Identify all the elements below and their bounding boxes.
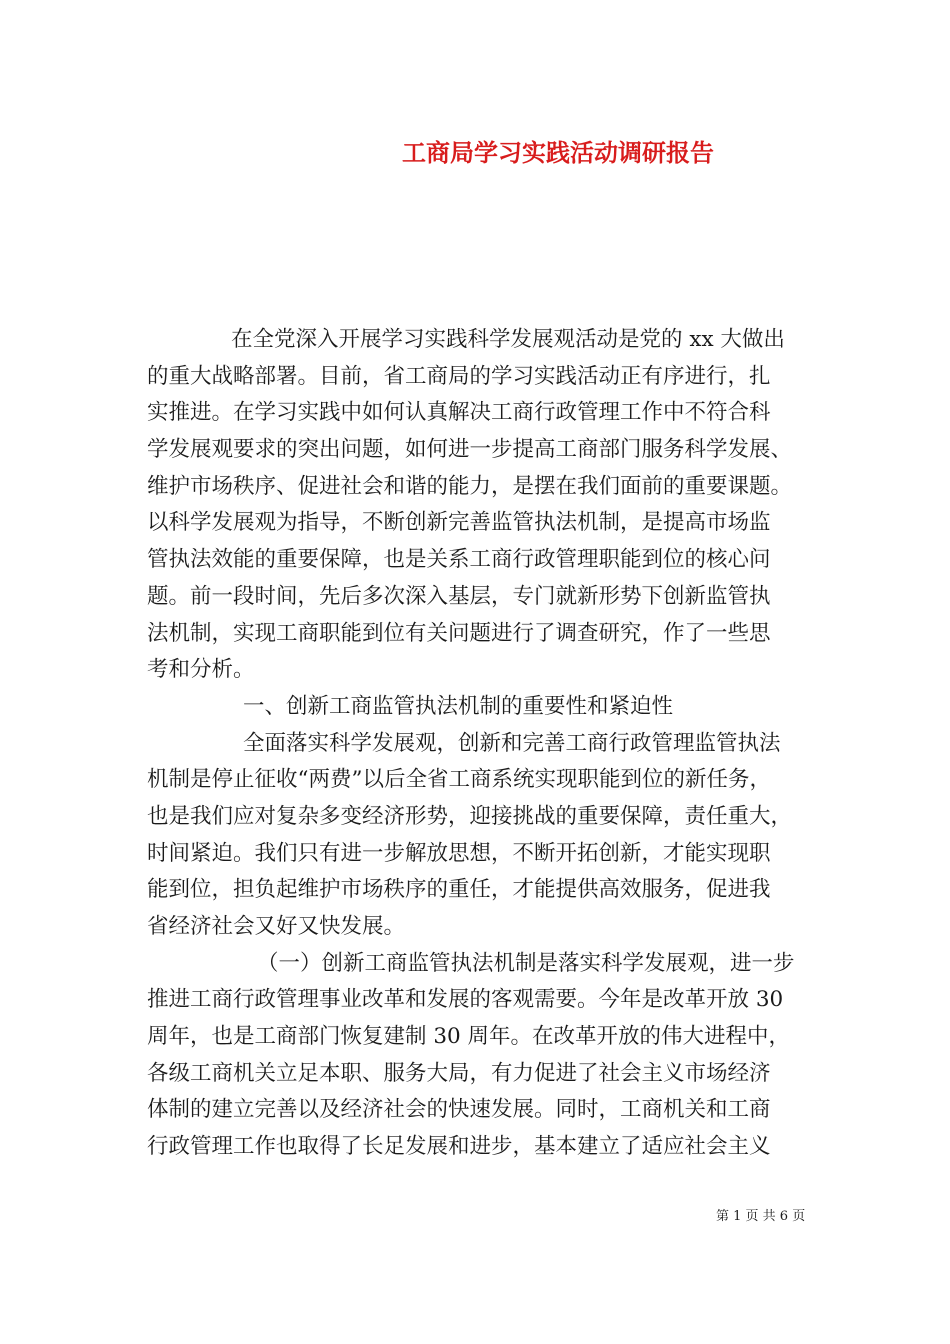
paragraph-line: 的重大战略部署。目前，省工商局的学习实践活动正有序进行，扎 <box>147 363 771 389</box>
paragraph-line: 推进工商行政管理事业改革和发展的客观需要。今年是改革开放 30 <box>147 987 784 1013</box>
paragraph-line: 体制的建立完善以及经济社会的快速发展。同时，工商机关和工商 <box>147 1097 771 1123</box>
paragraph-line: 周年，也是工商部门恢复建制 30 周年。在改革开放的伟大进程中， <box>147 1024 791 1050</box>
paragraph-intro <box>147 322 811 689</box>
paragraph-line: 以科学发展观为指导，不断创新完善监管执法机制，是提高市场监 <box>147 510 771 536</box>
paragraph-line: 行政管理工作也取得了长足发展和进步，基本建立了适应社会主义 <box>147 1134 771 1160</box>
paragraph-line: 也是我们应对复杂多变经济形势，迎接挑战的重要保障，责任重大， <box>147 803 793 829</box>
paragraph-line: 时间紧迫。我们只有进一步解放思想，不断开拓创新，才能实现职 <box>147 840 771 866</box>
section-heading-text: 一、创新工商监管执法机制的重要性和紧迫性 <box>243 693 674 719</box>
paragraph-line: 实推进。在学习实践中如何认真解决工商行政管理工作中不符合科 <box>147 400 771 426</box>
paragraph-line: 全面落实科学发展观，创新和完善工商行政管理监管执法 <box>243 730 781 756</box>
paragraph-line: 题。前一段时间，先后多次深入基层，专门就新形势下创新监管执 <box>147 583 771 609</box>
page-number: 第 1 页 共 6 页 <box>716 1209 806 1224</box>
paragraph-subsection-1 <box>147 946 811 1166</box>
paragraph-line: 能到位，担负起维护市场秩序的重任，才能提供高效服务，促进我 <box>147 877 771 903</box>
section-heading <box>147 689 811 726</box>
paragraph-line: 省经济社会又好又快发展。 <box>147 914 406 939</box>
paragraph-line: 维护市场秩序、促进社会和谐的能力，是摆在我们面前的重要课题。 <box>147 473 793 499</box>
paragraph-line: 考和分析。 <box>147 657 255 683</box>
paragraph-line: 法机制，实现工商职能到位有关问题进行了调查研究，作了一些思 <box>147 620 771 646</box>
document-title: 工商局学习实践活动调研报告 <box>402 138 714 167</box>
paragraph-line: 管执法效能的重要保障，也是关系工商行政管理职能到位的核心问 <box>147 547 771 573</box>
paragraph-line: 各级工商机关立足本职、服务大局，有力促进了社会主义市场经济 <box>147 1060 771 1086</box>
paragraph-line: 学发展观要求的突出问题，如何进一步提高工商部门服务科学发展、 <box>147 437 793 463</box>
paragraph-importance <box>147 726 811 946</box>
paragraph-line: （一）创新工商监管执法机制是落实科学发展观，进一步 <box>257 950 795 976</box>
paragraph-line: 机制是停止征收“两费”以后全省工商系统实现职能到位的新任务， <box>147 767 771 793</box>
paragraph-line: 在全党深入开展学习实践科学发展观活动是党的 xx 大做出 <box>231 327 785 352</box>
title-area <box>0 0 950 200</box>
document-body <box>147 322 811 1166</box>
